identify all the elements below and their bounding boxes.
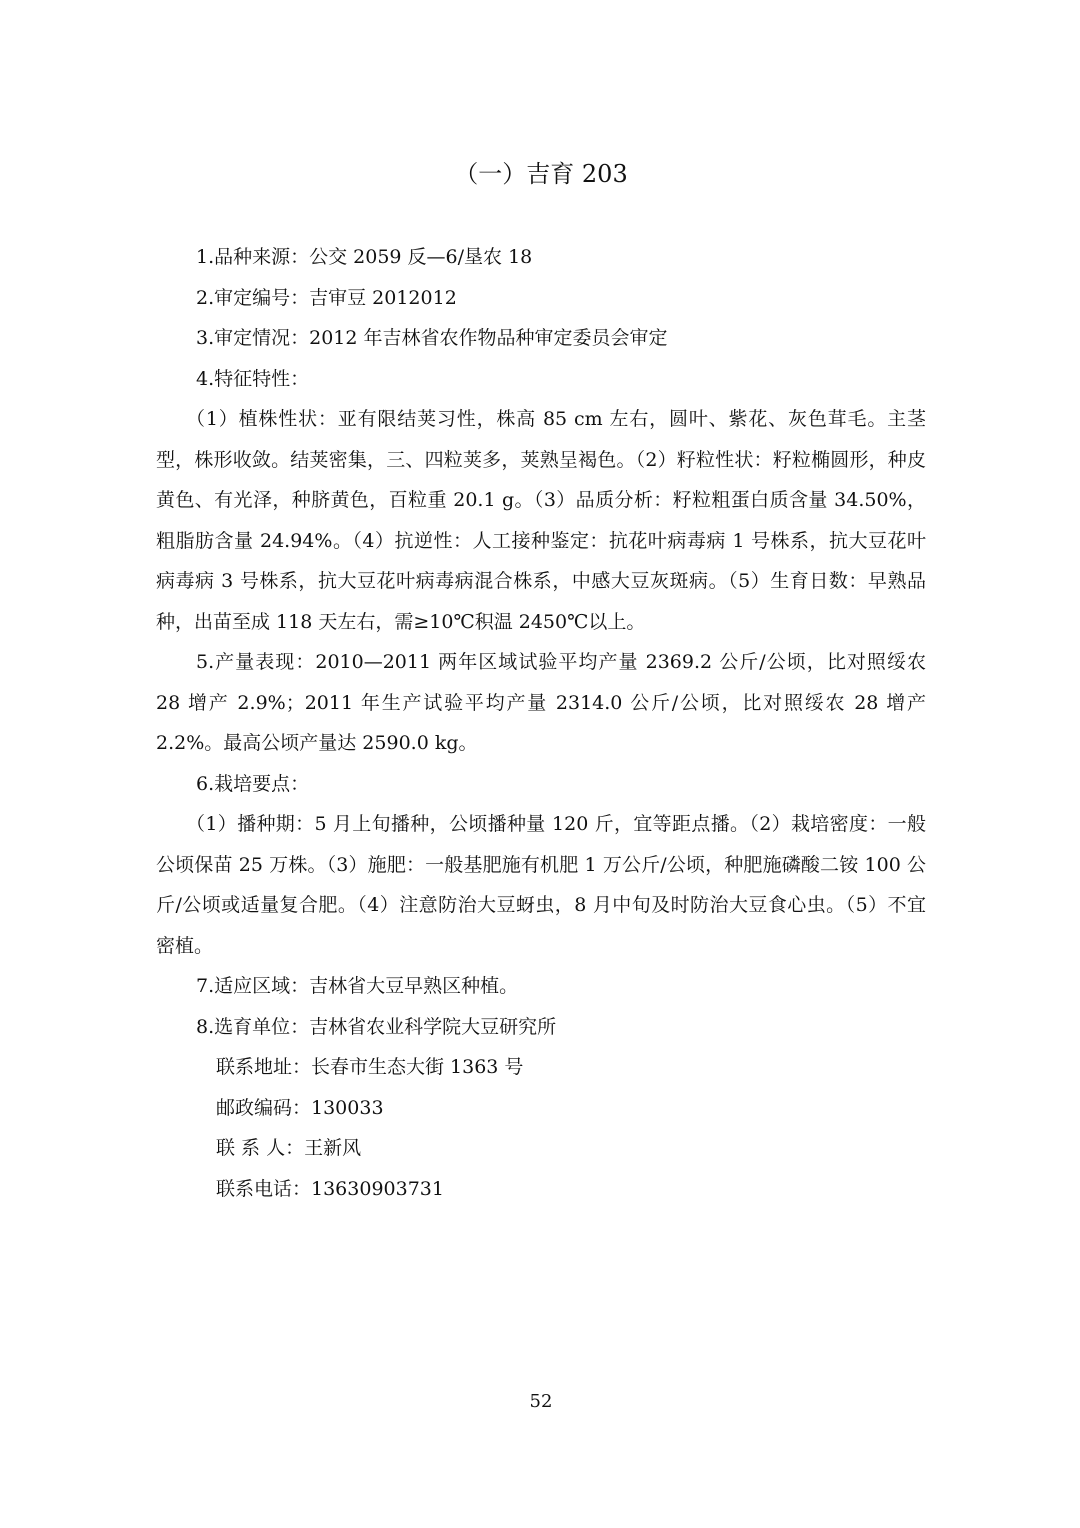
item-variety-source: 1.品种来源：公交 2059 反—6/垦农 18 <box>196 246 533 268</box>
item-adaptation-region: 7.适应区域：吉林省大豆早熟区种植。 <box>196 975 519 997</box>
contact-person: 联 系 人：王新风 <box>216 1137 362 1159</box>
item-approval-number: 2.审定编号：吉审豆 2012012 <box>196 286 457 309</box>
page-number: 52 <box>529 1391 553 1412</box>
page-title: （一）吉育 203 <box>454 160 628 188</box>
item-cultivation-heading: 6.栽培要点： <box>196 772 310 795</box>
item-yield-text: 5.产量表现：2010—2011 两年区域试验平均产量 2369.2 公斤/公顷，比对照绥农 28 增产 2.9%；2011 年生产试验平均产量 2314.0 公斤/公顷，比对照绥农 28 增产 2.2%。最高公顷产量达 2590.0 kg。 <box>156 651 926 754</box>
contact-phone: 联系电话：13630903731 <box>216 1177 444 1200</box>
document-page <box>156 0 926 1528</box>
contact-address: 联系地址：长春市生态大街 1363 号 <box>216 1056 524 1078</box>
item-cultivation-text: （1）播种期：5 月上旬播种，公顷播种量 120 斤，宜等距点播。（2）栽培密度：一般公顷保苗 25 万株。（3）施肥：一般基肥施有机肥 1 万公斤/公顷，种肥施磷酸二铵 100 公斤/公顷或适量复合肥。（4）注意防治大豆蚜虫，8 月中旬及时防治大豆食心虫。（5）不宜密植。 <box>156 813 926 957</box>
document-body <box>156 237 926 1209</box>
item-features-heading: 4.特征特性： <box>196 367 310 390</box>
item-approval-status: 3.审定情况：2012 年吉林省农作物品种审定委员会审定 <box>196 327 668 349</box>
contact-postcode: 邮政编码：130033 <box>216 1096 384 1119</box>
item-breeding-unit: 8.选育单位：吉林省农业科学院大豆研究所 <box>196 1015 557 1038</box>
item-features-text: （1）植株性状：亚有限结荚习性，株高 85 cm 左右，圆叶、紫花、灰色茸毛。主茎型，株形收敛。结荚密集，三、四粒荚多，荚熟呈褐色。（2）籽粒性状：籽粒椭圆形，种皮黄色、有光泽，种脐黄色，百粒重 20.1 g。（3）品质分析：籽粒粗蛋白质含量 34.50%，粗脂肪含量 24.94%。（4）抗逆性：人工接种鉴定：抗花叶病毒病 1 号株系，抗大豆花叶病毒病 3 号株系，抗大豆花叶病毒病混合株系，中感大豆灰斑病。（5）生育日数：早熟品种，出苗至成 118 天左右，需≥10℃积温 2450℃以上。 <box>156 408 926 633</box>
